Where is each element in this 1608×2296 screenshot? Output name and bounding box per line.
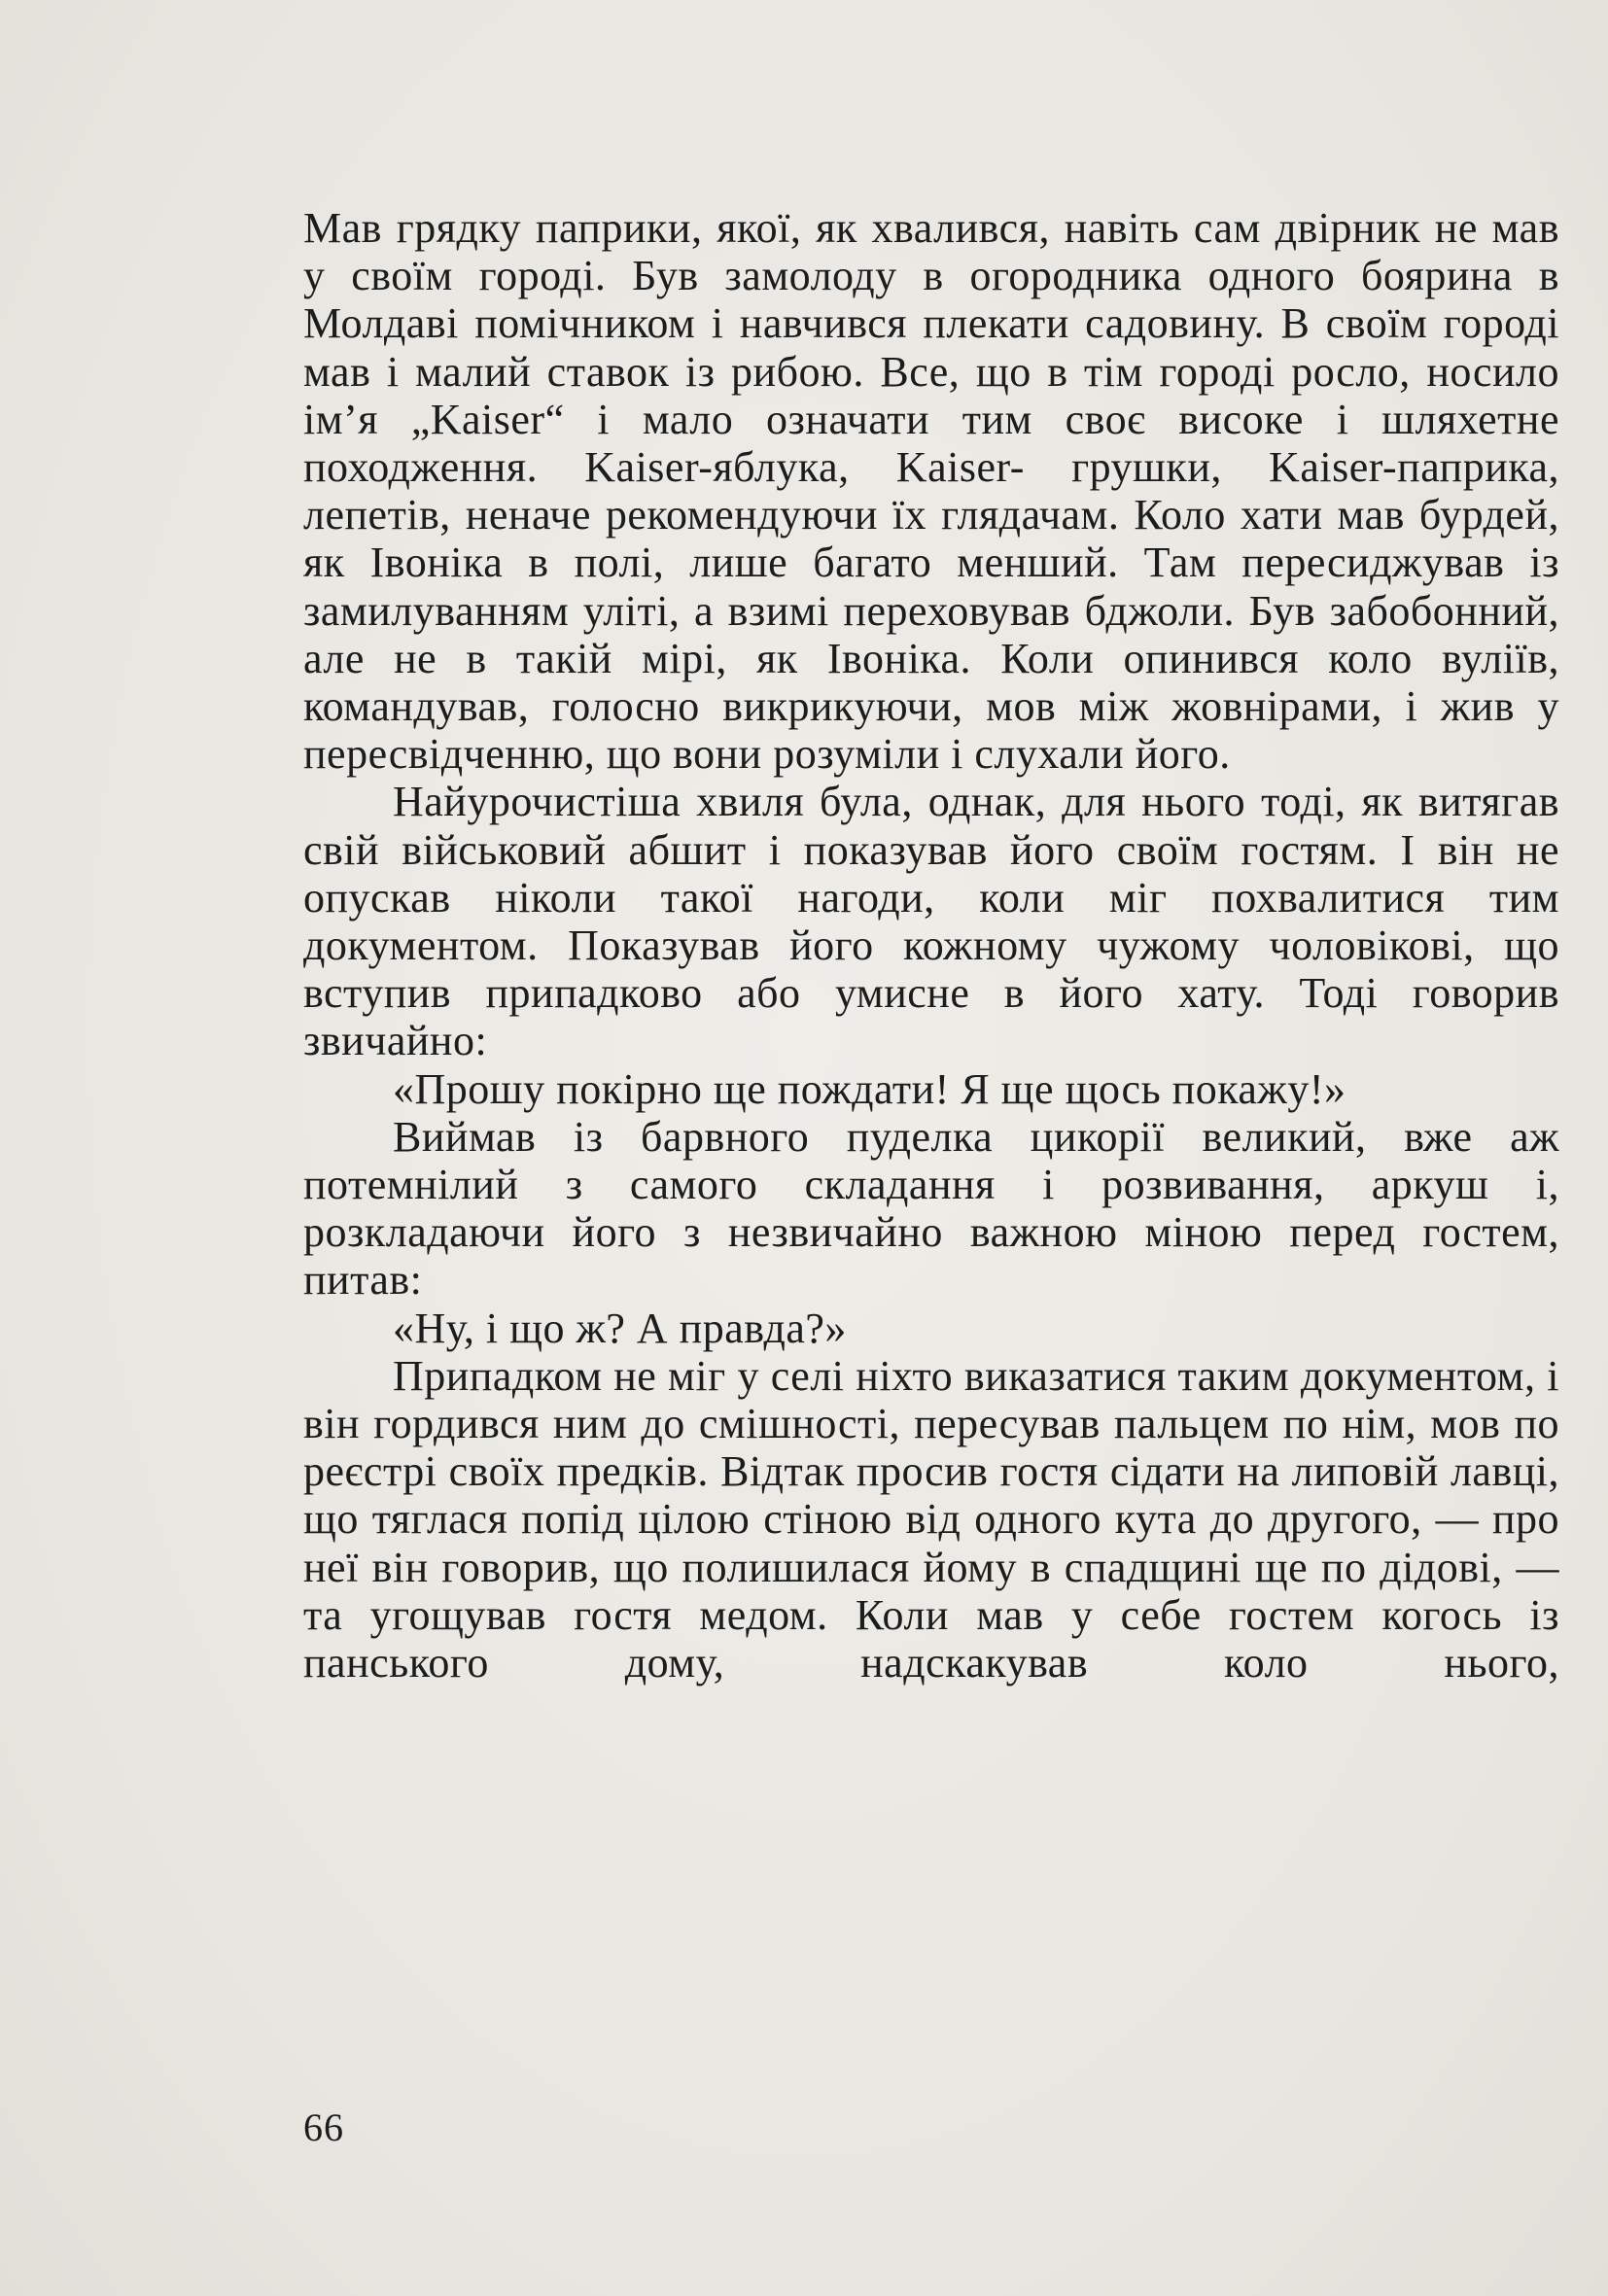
page-number: 66 xyxy=(303,2105,344,2149)
paragraph-6: Припадком не міг у селі ніхто виказатися таким документом, і він гордився ним до смішності, пересував пальцем по нім, мов по реєстрі своїх предків. Відтак просив гостя сідати на липовій лавці, що тяглася попід цілою стіною від одного кута до другого, — про неї він говорив, що полишилася йому в спадщині ще по дідові, — та угощував гостя медом. Коли мав у себе гостем когось із панського дому, надскакував коло нього, xyxy=(303,1351,1559,1687)
paragraph-4: Виймав із барвного пуделка цикорії великий, вже аж потемнілий з самого складання і розвивання, аркуш і, розкладаючи його з незвичайно важною міною перед гостем, питав: xyxy=(303,1112,1559,1305)
paragraph-5: «Ну, і що ж? А правда?» xyxy=(393,1304,847,1352)
paragraph-3: «Прошу покірно ще пождати! Я ще щось покажу!» xyxy=(393,1064,1346,1113)
page-body xyxy=(303,204,1559,1687)
paragraph-1: Мав грядку паприки, якої, як хвалився, навіть сам двірник не мав у своїм городі. Був замолоду в огородника одного боярина в Молдаві помічником і навчився плекати садовину. В своїм городі мав і малий ставок із рибою. Все, що в тім городі росло, носило ім’я „Kaiser“ і мало означати тим своє високе і шляхетне походження. Kaiser-яблука, Kaiser- грушки, Kaiser-паприка, лепетів, неначе рекомендуючи їх глядачам. Коло хати мав бурдей, як Івоніка в полі, лише багато менший. Там пересиджував із замилуванням уліті, а взимі переховував бджоли. Був забобонний, але не в такій мірі, як Івоніка. Коли опинився коло вуліїв, командував, голосно викрикуючи, мов між жовнірами, і жив у пересвідченню, що вони розуміли і слухали його. xyxy=(303,204,1559,779)
paragraph-2: Найурочистіша хвиля була, однак, для нього тоді, як витягав свій військовий абшит і показував його своїм гостям. І він не опускав ніколи такої нагоди, коли міг похвалитися тим документом. Показував його кожному чужому чоловікові, що вступив припадково або умисне в його хату. Тоді говорив звичайно: xyxy=(303,778,1559,1065)
